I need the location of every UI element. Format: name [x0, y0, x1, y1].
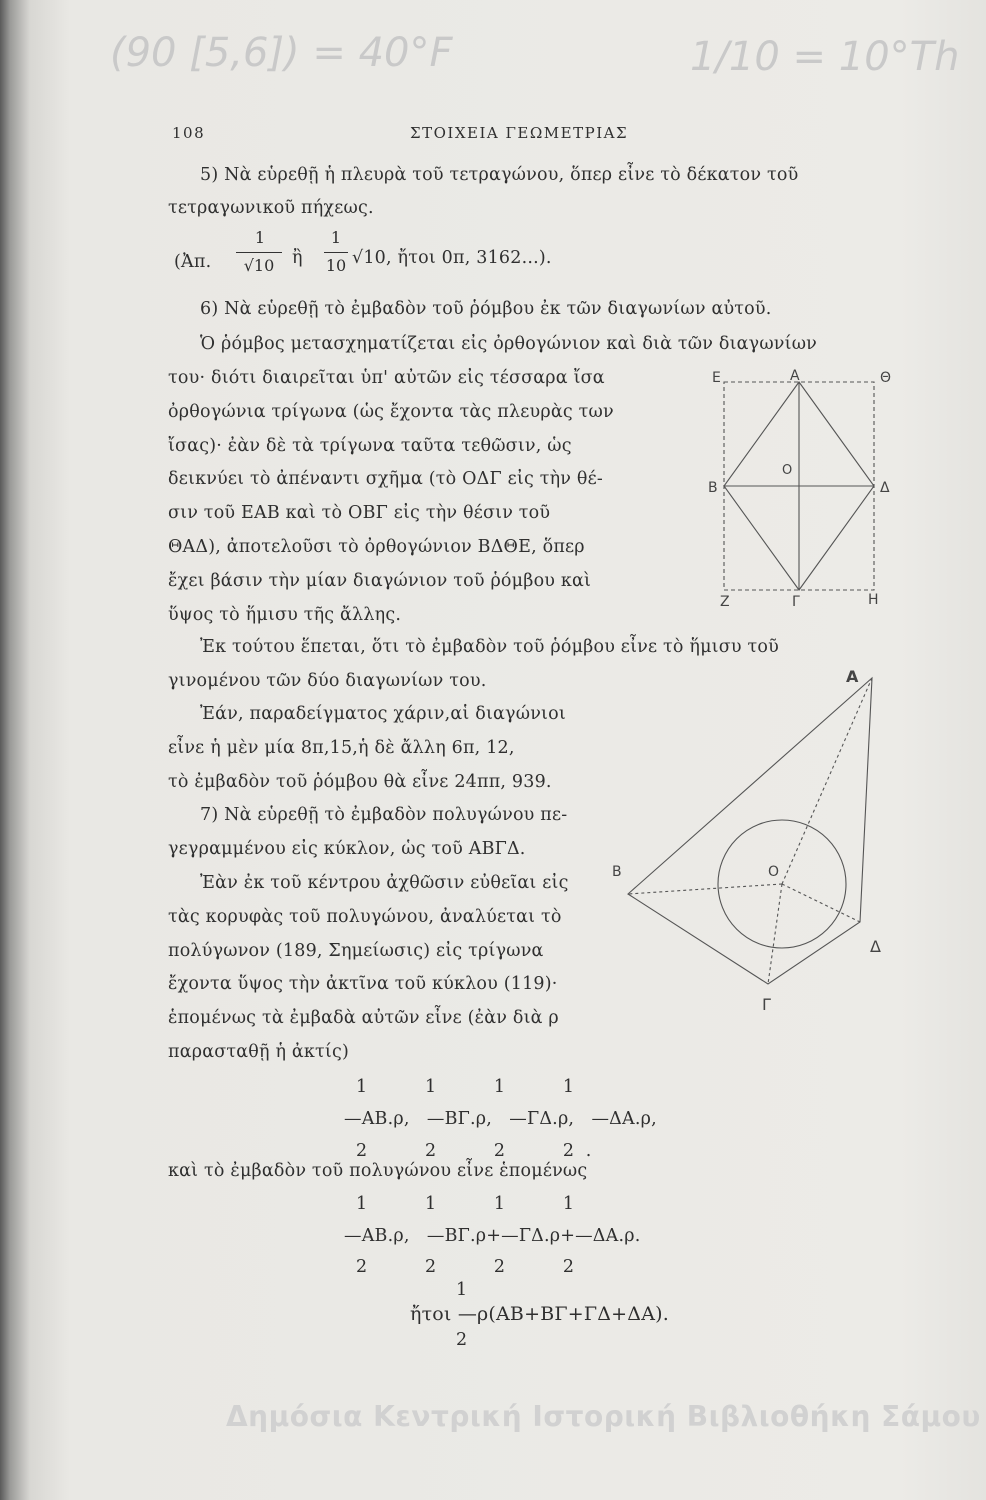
label-O: Ο [782, 463, 793, 478]
formula-numerator: 1 [456, 1280, 468, 1300]
formula-result: ἤτοι —ρ(ΑΒ+ΒΓ+ΓΔ+ΔΑ). [410, 1303, 669, 1325]
text-line: Ὁ ῥόμβος μετασχηματίζεται εἰς ὀρθογώνιον καὶ διὰ τῶν διαγωνίων [200, 334, 818, 354]
answer-rest: √10, ἤτοι 0π, 3162...). [352, 248, 552, 268]
text-line: ὀρθογώνια τρίγωνα (ὡς ἔχοντα τὰς πλευρὰς των [168, 402, 614, 422]
fraction-denominator: 10 [325, 256, 347, 275]
running-title: ΣΤΟΙΧΕΙΑ ΓΕΩΜΕΤΡΙΑΣ [410, 124, 629, 142]
label-Theta: Θ [880, 370, 892, 386]
fraction-numerator: 1 [254, 228, 266, 247]
text-line: σιν τοῦ ΕΑΒ καὶ τὸ ΟΒΓ εἰς τὴν θέσιν τοῦ [168, 503, 551, 523]
text-line: καὶ τὸ ἐμβαδὸν τοῦ πολυγώνου εἶνε ἑπομένως [168, 1161, 588, 1181]
fraction-numerator: 1 [330, 228, 342, 247]
rhombus-figure [700, 368, 900, 608]
label-B: Β [708, 480, 718, 496]
label-A: Α [790, 368, 800, 384]
text-line: ἴσας)· ἐὰν δὲ τὰ τρίγωνα ταῦτα τεθῶσιν, ὡς [168, 436, 572, 456]
label-Gamma: Γ [762, 995, 771, 1014]
fraction-bar [324, 252, 348, 253]
text-line: Ἐκ τούτου ἕπεται, ὅτι τὸ ἐμβαδὸν τοῦ ῥόμβου εἶνε τὸ ἥμισυ τοῦ [200, 637, 779, 657]
text-line: δεικνύει τὸ ἀπέναντι σχῆμα (τὸ ΟΔΓ εἰς τὴν θέ- [168, 469, 603, 489]
handwritten-note-right: 1/10 = 10°Th [690, 34, 960, 80]
formula-denominator: 2 [456, 1330, 468, 1350]
text-line: ΘΑΔ), ἀποτελοῦσι τὸ ὀρθογώνιον ΒΔΘΕ, ὅπερ [168, 537, 585, 557]
text-line: 5) Νὰ εὑρεθῇ ἡ πλευρὰ τοῦ τετραγώνου, ὅπερ εἶνε τὸ δέκατον τοῦ [200, 165, 799, 185]
formula-numerators: 1 1 1 1 [356, 1194, 575, 1214]
text-line: τὸ ἐμβαδὸν τοῦ ῥόμβου θὰ εἶνε 24ππ, 939. [168, 772, 552, 792]
formula-denominators: 2 2 2 2 . [356, 1141, 592, 1161]
label-B: Β [612, 864, 622, 880]
label-Delta: Δ [870, 937, 881, 956]
text-line: Ἐὰν ἐκ τοῦ κέντρου ἀχθῶσιν εὐθεῖαι εἰς [200, 873, 569, 893]
circumscribed-polygon-figure [612, 662, 902, 1022]
label-O: Ο [768, 864, 780, 880]
text-line: τετραγωνικοῦ πήχεως. [168, 198, 374, 218]
text-line: του· διότι διαιρεῖται ὑπ' αὐτῶν εἰς τέσσαρα ἴσα [168, 368, 605, 388]
text-line: γεγραμμένου εἰς κύκλον, ὡς τοῦ ΑΒΓΔ. [168, 839, 526, 859]
formula-denominators: 2 2 2 2 [356, 1257, 575, 1277]
text-line: ἔχει βάσιν τὴν μίαν διαγώνιον τοῦ ῥόμβου καὶ [168, 571, 592, 591]
formula-numerators: 1 1 1 1 [356, 1077, 575, 1097]
library-watermark: Δημόσια Κεντρική Ιστορική Βιβλιοθήκη Σάμου [226, 1400, 981, 1433]
text-line: Ἐάν, παραδείγματος χάριν,αἱ διαγώνιοι [200, 704, 566, 724]
fraction-bar [236, 252, 282, 253]
text-or: ἢ [292, 248, 303, 268]
formula-sum: —ΑΒ.ρ, —ΒΓ.ρ+—ΓΔ.ρ+—ΔΑ.ρ. [344, 1226, 641, 1246]
text-line: ὕψος τὸ ἥμισυ τῆς ἄλλης. [168, 605, 402, 625]
formula-terms: —ΑΒ.ρ, —ΒΓ.ρ, —ΓΔ.ρ, —ΔΑ.ρ, [344, 1109, 657, 1129]
handwritten-note-left: (90 [5,6]) = 40°F [110, 30, 453, 76]
label-Z: Ζ [720, 594, 730, 608]
text-line: ἔχοντα ὕψος τὴν ἀκτῖνα τοῦ κύκλου (119)· [168, 974, 558, 994]
label-E: Ε [712, 370, 721, 386]
text-line: εἶνε ἡ μὲν μία 8π,15,ἡ δὲ ἄλλη 6π, 12, [168, 738, 515, 758]
text-line: 7) Νὰ εὑρεθῇ τὸ ἐμβαδὸν πολυγώνου πε- [200, 805, 568, 825]
text-line: παρασταθῇ ἡ ἀκτίς) [168, 1042, 350, 1062]
label-Delta: Δ [880, 480, 890, 496]
text-line: γινομένου τῶν δύο διαγωνίων του. [168, 671, 487, 691]
text-line: ἑπομένως τὰ ἐμβαδὰ αὐτῶν εἶνε (ἐὰν διὰ ρ [168, 1008, 559, 1028]
label-Gamma: Γ [792, 594, 800, 608]
text-line: πολύγωνον (189, Σημείωσις) εἰς τρίγωνα [168, 941, 544, 961]
answer-open: (Ἀπ. [174, 252, 212, 272]
label-H: Η [868, 592, 879, 608]
label-A: Α [846, 667, 859, 686]
fraction-denominator: √10 [243, 256, 275, 275]
text-line: 6) Νὰ εὑρεθῇ τὸ ἐμβαδὸν τοῦ ῥόμβου ἐκ τῶν διαγωνίων αὐτοῦ. [200, 299, 772, 319]
text-line: τὰς κορυφὰς τοῦ πολυγώνου, ἀναλύεται τὸ [168, 907, 562, 927]
page-number: 108 [172, 124, 206, 142]
